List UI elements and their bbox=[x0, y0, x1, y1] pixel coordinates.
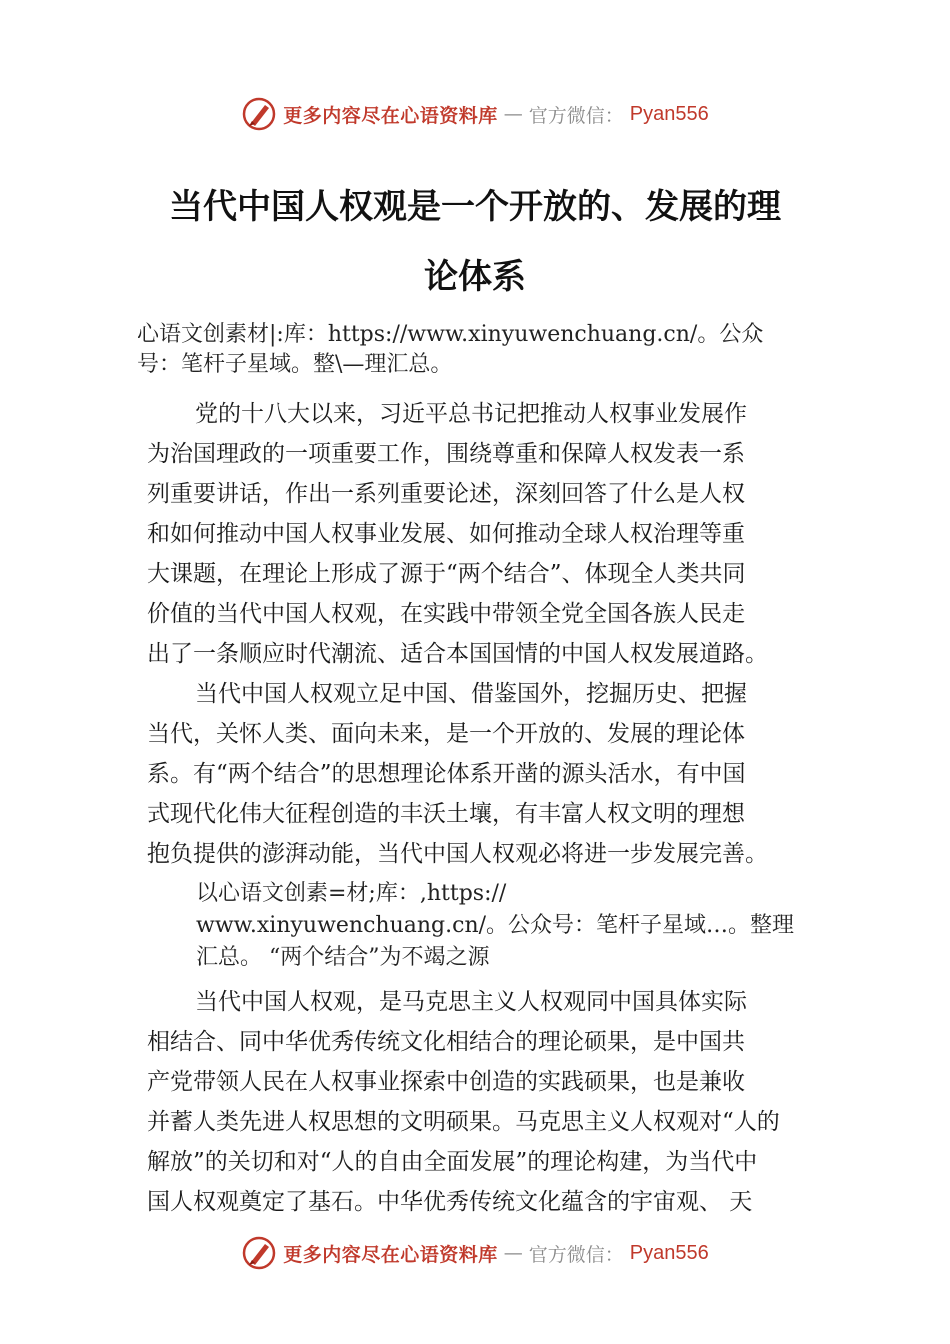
banner-wechat-label: 官方微信： bbox=[528, 1243, 624, 1266]
pen-logo-icon bbox=[241, 96, 277, 132]
paragraph1-line: 和如何推动中国人权事业发展、如何推动全球人权治理等重 bbox=[147, 521, 745, 547]
banner-wechat-id: Pyan556 bbox=[629, 102, 709, 125]
paragraph1-line: 出了一条顺应时代潮流、适合本国国情的中国人权发展道路。 bbox=[147, 641, 768, 667]
paragraph2-line: 当代，关怀人类、面向未来，是一个开放的、发展的理论体 bbox=[147, 721, 745, 747]
banner-text: 更多内容尽在心语资料库 bbox=[283, 104, 498, 127]
paragraph3-line: 相结合、同中华优秀传统文化相结合的理论硕果，是中国共 bbox=[147, 1029, 745, 1055]
inline-source-note-line1: 以心语文创素=材;库：,https:// bbox=[196, 881, 507, 906]
paragraph3-line: 国人权观奠定了基石。中华优秀传统文化蕴含的宇宙观、 天 bbox=[147, 1189, 753, 1215]
source-note-line2: 号：笔杆子星域。整\—理汇总。 bbox=[137, 352, 453, 377]
paragraph2-line: 式现代化伟大征程创造的丰沃土壤，有丰富人权文明的理想 bbox=[147, 801, 745, 827]
pen-logo-icon bbox=[241, 1235, 277, 1271]
source-note-line1: 心语文创素材|:库：https://www.xinyuwenchuang.cn/。公众 bbox=[137, 322, 764, 347]
banner-dash: — bbox=[503, 1242, 523, 1264]
paragraph3-line: 解放”的关切和对“人的自由全面发展”的理论构建，为当代中 bbox=[147, 1149, 758, 1175]
paragraph1-line: 党的十八大以来，习近平总书记把推动人权事业发展作 bbox=[195, 401, 747, 427]
banner-text: 更多内容尽在心语资料库 bbox=[283, 1243, 498, 1266]
inline-source-note-line2: www.xinyuwenchuang.cn/。公众号：笔杆子星域…。整理 bbox=[196, 913, 795, 938]
header-banner bbox=[0, 94, 950, 134]
banner-dash: — bbox=[503, 103, 523, 125]
paragraph2-line: 抱负提供的澎湃动能，当代中国人权观必将进一步发展完善。 bbox=[147, 841, 768, 867]
paragraph1-line: 为治国理政的一项重要工作，围绕尊重和保障人权发表一系 bbox=[147, 441, 745, 467]
paragraph1-line: 大课题，在理论上形成了源于“两个结合”、体现全人类共同 bbox=[147, 561, 746, 587]
page-title-line1: 当代中国人权观是一个开放的、发展的理 bbox=[169, 187, 781, 227]
footer-banner bbox=[0, 1233, 950, 1273]
page-title-line2: 论体系 bbox=[424, 257, 526, 297]
paragraph3-line: 当代中国人权观，是马克思主义人权观同中国具体实际 bbox=[195, 989, 747, 1015]
section-heading: 汇总。 “两个结合”为不竭之源 bbox=[196, 945, 490, 970]
paragraph3-line: 并蓄人类先进人权思想的文明硕果。马克思主义人权观对“人的 bbox=[147, 1109, 780, 1135]
banner-wechat-id: Pyan556 bbox=[629, 1241, 709, 1264]
paragraph2-line: 系。有“两个结合”的思想理论体系开凿的源头活水，有中国 bbox=[147, 761, 746, 787]
paragraph1-line: 列重要讲话，作出一系列重要论述，深刻回答了什么是人权 bbox=[147, 481, 745, 507]
paragraph2-line: 当代中国人权观立足中国、借鉴国外，挖掘历史、把握 bbox=[195, 681, 747, 707]
paragraph3-line: 产党带领人民在人权事业探索中创造的实践硕果，也是兼收 bbox=[147, 1069, 745, 1095]
paragraph1-line: 价值的当代中国人权观，在实践中带领全党全国各族人民走 bbox=[147, 601, 745, 627]
banner-wechat-label: 官方微信： bbox=[528, 104, 624, 127]
